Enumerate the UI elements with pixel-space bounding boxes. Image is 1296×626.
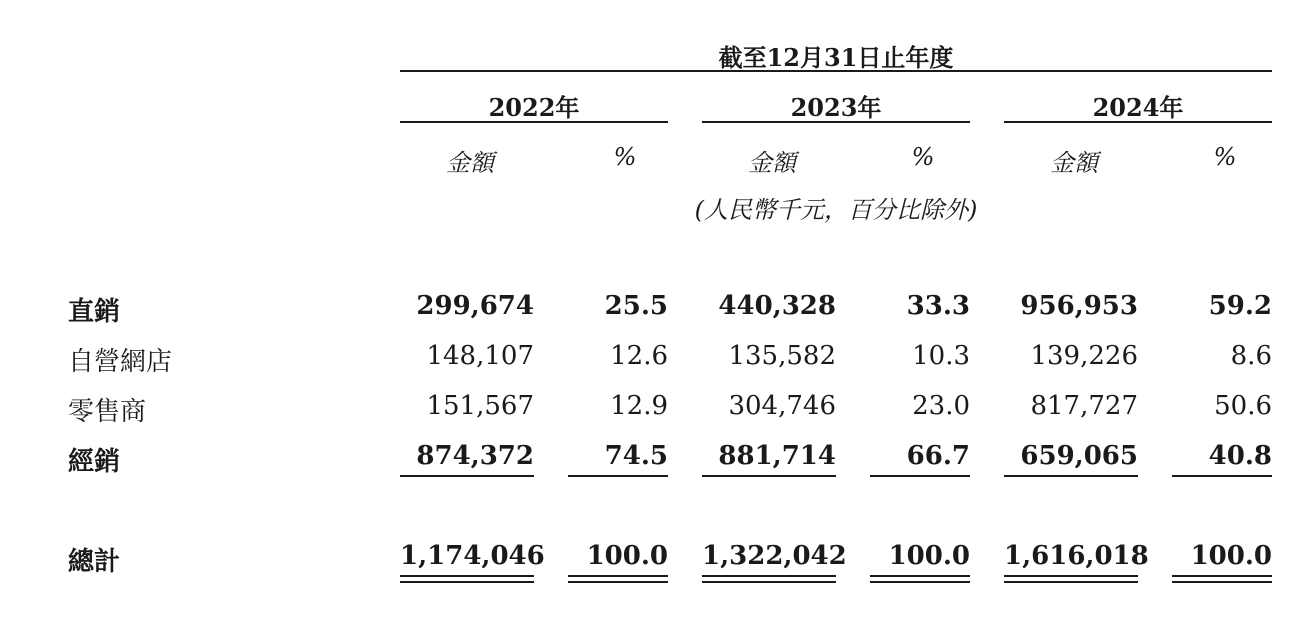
cell-2023-percent: 10.3 [912,341,970,371]
cell-2022-amount: 148,107 [426,341,534,371]
amount-col-header: 金額 [748,149,796,177]
cell-2022-amount: 299,674 [416,291,534,321]
cell-2023-amount: 440,328 [718,291,836,321]
year-rule [400,121,668,123]
cell-2024-percent: 100.0 [1190,541,1272,571]
period-title: 截至12月31日止年度 [718,43,954,72]
cell-2023-amount: 135,582 [728,341,836,371]
cell-2022-percent: 12.9 [610,391,668,421]
amount-col-header: 金額 [446,149,494,177]
subtotal-rule [702,475,836,477]
total-double-rule [1172,575,1272,583]
cell-2024-amount: 1,616,018 [1004,541,1149,571]
cell-2023-amount: 881,714 [718,441,836,471]
cell-2024-amount: 956,953 [1020,291,1138,321]
cell-2022-percent: 12.6 [610,341,668,371]
percent-col-header: % [911,143,935,171]
total-double-rule [568,575,668,583]
cell-2024-percent: 40.8 [1208,441,1272,471]
subtotal-rule [400,475,534,477]
cell-2023-percent: 23.0 [912,391,970,421]
cell-2023-amount: 304,746 [728,391,836,421]
total-double-rule [400,575,534,583]
year-2023-header: 2023年 [790,93,882,122]
unit-note: (人民幣千元，百分比除外) [694,196,978,224]
cell-2022-amount: 151,567 [426,391,534,421]
row-label-distribution: 經銷 [68,447,121,477]
header-rule [400,70,1272,72]
year-2022-header: 2022年 [488,93,580,122]
cell-2024-amount: 139,226 [1030,341,1138,371]
row-label-self-operated-store: 自營網店 [68,347,173,377]
cell-2024-amount: 659,065 [1020,441,1138,471]
row-label-retailers: 零售商 [68,397,147,427]
cell-2024-percent: 50.6 [1214,391,1272,421]
cell-2022-percent: 100.0 [586,541,668,571]
amount-col-header: 金額 [1050,149,1098,177]
cell-2022-percent: 25.5 [604,291,668,321]
cell-2024-percent: 8.6 [1230,341,1272,371]
cell-2022-amount: 1,174,046 [400,541,545,571]
total-double-rule [702,575,836,583]
cell-2023-percent: 100.0 [888,541,970,571]
cell-2022-percent: 74.5 [604,441,668,471]
cell-2023-percent: 66.7 [906,441,970,471]
total-double-rule [870,575,970,583]
cell-2023-percent: 33.3 [906,291,970,321]
cell-2023-amount: 1,322,042 [702,541,847,571]
percent-col-header: % [1213,143,1237,171]
subtotal-rule [1004,475,1138,477]
row-label-total: 總計 [68,547,121,577]
percent-col-header: % [613,143,637,171]
cell-2024-percent: 59.2 [1208,291,1272,321]
row-label-direct-sales: 直銷 [68,297,121,327]
year-rule [702,121,970,123]
subtotal-rule [568,475,668,477]
cell-2024-amount: 817,727 [1030,391,1138,421]
total-double-rule [1004,575,1138,583]
subtotal-rule [870,475,970,477]
year-rule [1004,121,1272,123]
year-2024-header: 2024年 [1092,93,1184,122]
subtotal-rule [1172,475,1272,477]
cell-2022-amount: 874,372 [416,441,534,471]
